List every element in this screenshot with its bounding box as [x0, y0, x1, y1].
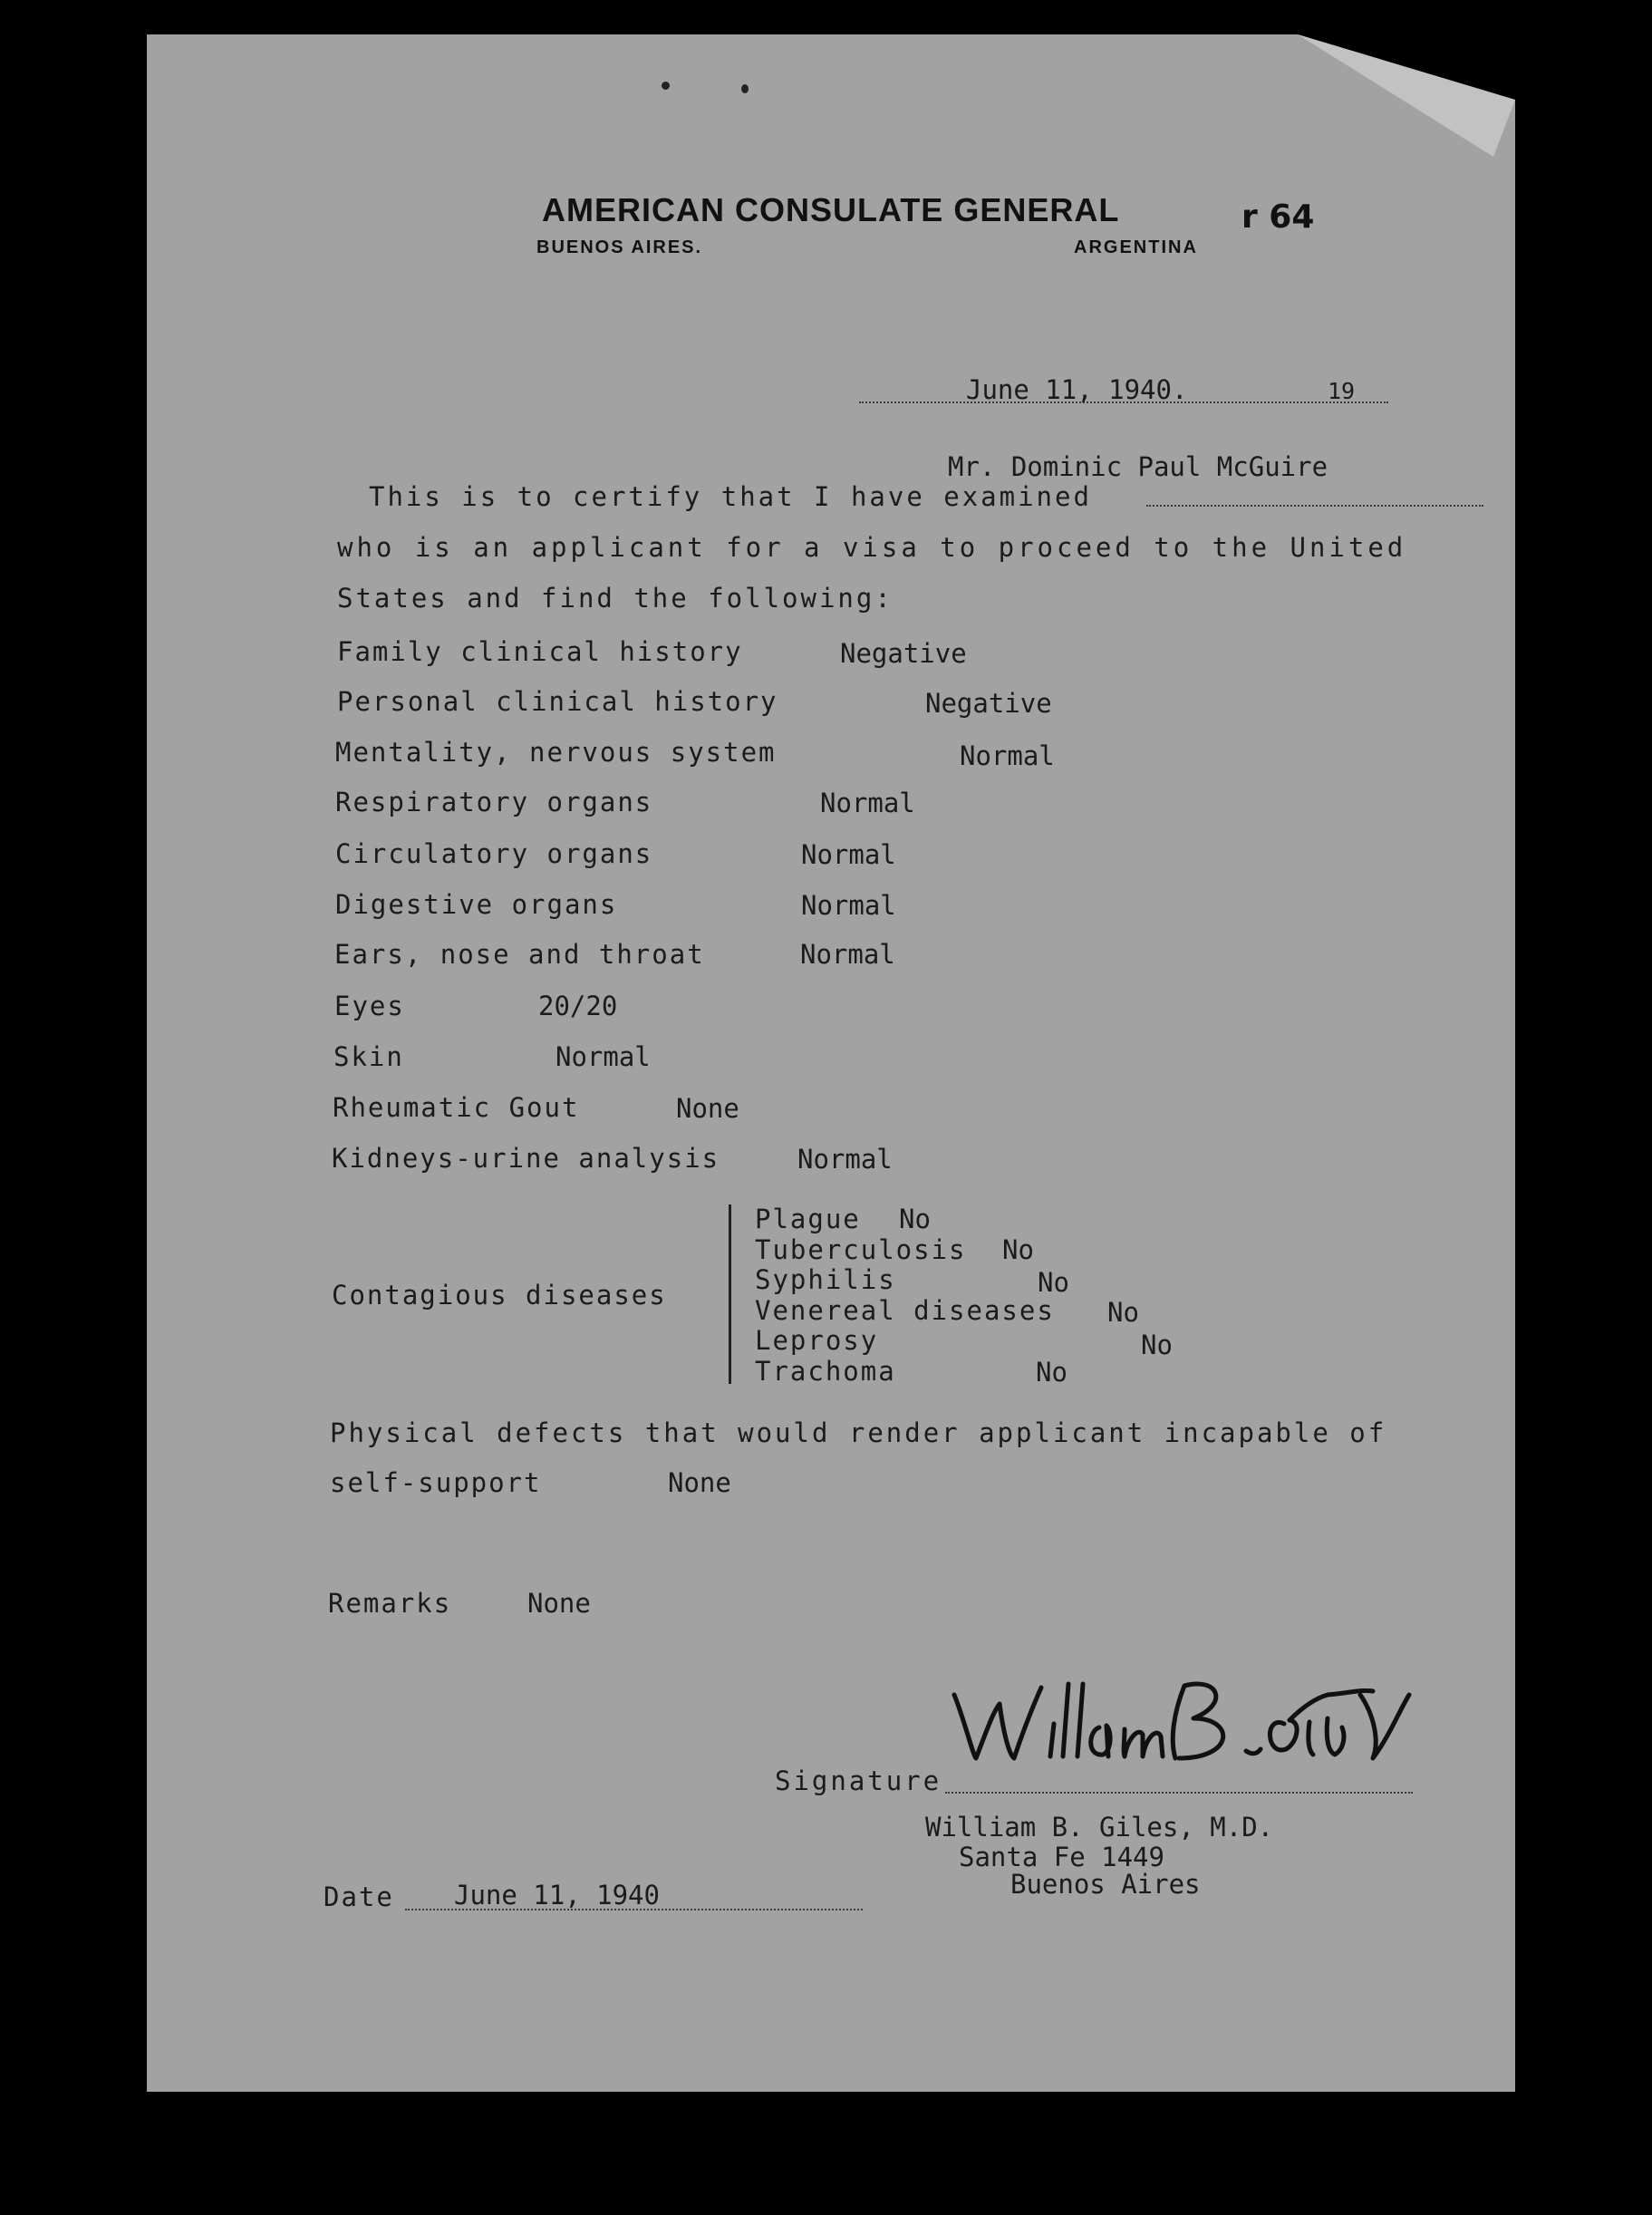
physician-name: William B. Giles, M.D. [925, 1812, 1274, 1843]
finding-value: Normal [555, 1041, 651, 1072]
footer-date-label: Date [324, 1881, 394, 1912]
letterhead-country: ARGENTINA [1074, 237, 1198, 257]
finding-value: None [676, 1093, 739, 1124]
footer-date-value: June 11, 1940 [454, 1880, 660, 1910]
finding-label: Kidneys-urine analysis [332, 1143, 720, 1174]
contagious-diseases-label: Contagious diseases [332, 1280, 667, 1311]
finding-value: Normal [801, 839, 896, 870]
punch-mark [741, 84, 749, 93]
finding-label: Ears, nose and throat [334, 939, 705, 970]
disease-value: No [1038, 1267, 1069, 1298]
finding-value: Normal [801, 890, 896, 921]
examinee-name: Mr. Dominic Paul McGuire [948, 451, 1328, 482]
finding-label: Mentality, nervous system [335, 737, 777, 768]
footer-date-line [405, 1909, 863, 1910]
disease-value: No [1002, 1234, 1034, 1265]
certification-line-3: States and find the following: [337, 583, 894, 614]
disease-value: No [1141, 1330, 1173, 1360]
punch-mark [662, 82, 670, 90]
physical-defects-value: None [668, 1467, 731, 1498]
letterhead-title: AMERICAN CONSULATE GENERAL [542, 191, 1120, 228]
disease-label: Venereal diseases [755, 1295, 1055, 1326]
finding-value: Normal [797, 1144, 893, 1175]
finding-label: Circulatory organs [335, 838, 653, 869]
finding-label: Rheumatic Gout [333, 1092, 580, 1123]
finding-value: Normal [800, 939, 895, 970]
signature-label: Signature [775, 1765, 942, 1796]
letterhead-city: BUENOS AIRES. [536, 237, 703, 257]
disease-label: Plague [755, 1204, 861, 1234]
finding-label: Skin [333, 1041, 404, 1072]
finding-value: 20/20 [538, 991, 618, 1021]
finding-value: Normal [960, 740, 1055, 771]
handwritten-signature [947, 1668, 1418, 1776]
certification-line-2: who is an applicant for a visa to proceed to the United [337, 532, 1407, 563]
disease-value: No [899, 1204, 931, 1234]
finding-label: Respiratory organs [335, 787, 653, 817]
signature-line [945, 1792, 1413, 1794]
disease-label: Trachoma [755, 1356, 896, 1387]
disease-label: Syphilis [755, 1264, 896, 1295]
finding-label: Personal clinical history [337, 686, 778, 717]
certification-line-1: This is to certify that I have examined [369, 481, 1092, 512]
finding-label: Digestive organs [335, 889, 618, 920]
physical-defects-label: self-support [330, 1467, 542, 1498]
letter-date: June 11, 1940. [966, 374, 1188, 405]
finding-value: Negative [840, 638, 967, 669]
physician-address-2: Buenos Aires [1010, 1869, 1201, 1900]
remarks-value: None [527, 1588, 591, 1619]
disease-label: Leprosy [755, 1325, 879, 1356]
finding-label: Family clinical history [337, 636, 743, 667]
file-number-stamp: r 64 [1241, 198, 1315, 236]
disease-value: No [1107, 1297, 1139, 1328]
finding-label: Eyes [334, 991, 405, 1021]
remarks-label: Remarks [328, 1588, 452, 1619]
examinee-line [1146, 505, 1483, 507]
finding-value: Negative [925, 688, 1052, 719]
physician-address-1: Santa Fe 1449 [959, 1842, 1164, 1872]
year-prefix: 19 [1328, 378, 1356, 404]
finding-value: Normal [820, 788, 915, 818]
disease-value: No [1036, 1357, 1068, 1388]
disease-label: Tuberculosis [755, 1234, 967, 1265]
contagious-bracket [729, 1204, 731, 1384]
physical-defects-line-1: Physical defects that would render applicant incapable of [330, 1417, 1387, 1448]
